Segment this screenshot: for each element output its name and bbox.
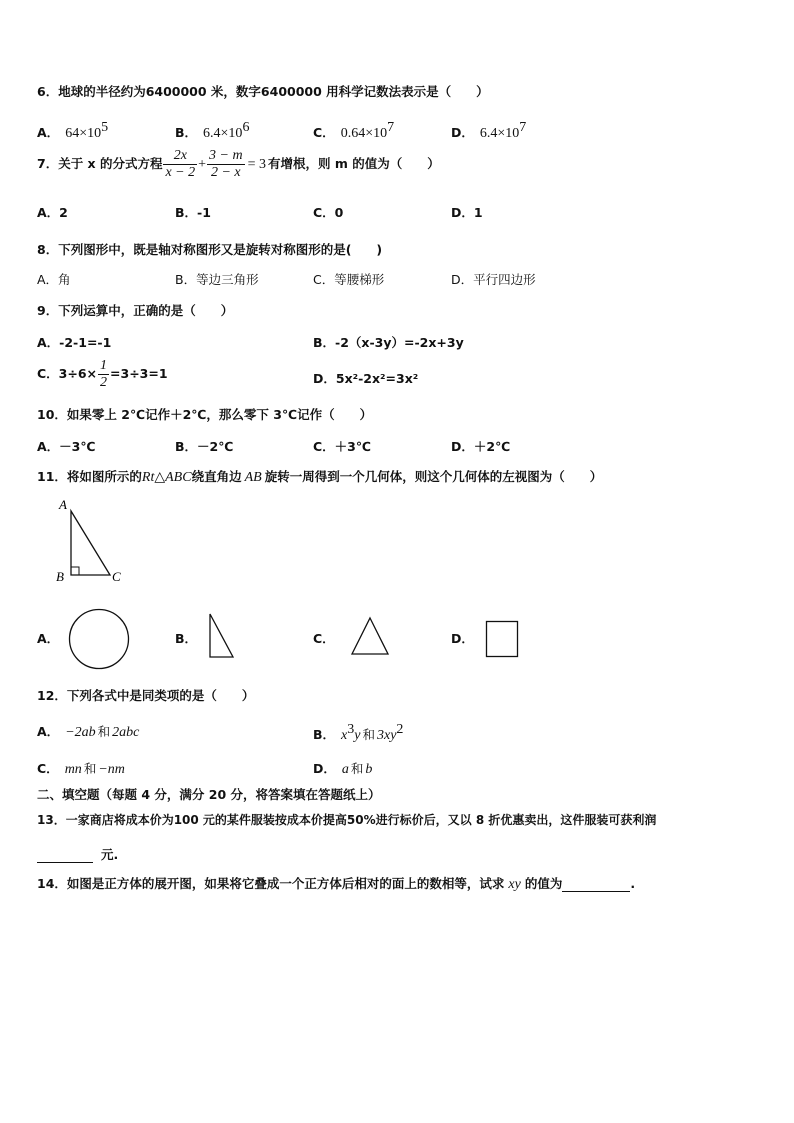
- q11-suffix: 旋转一周得到一个几何体，则这个几何体的左视图为（ ）: [264, 469, 603, 484]
- q7-option-c[interactable]: C．0: [313, 205, 344, 220]
- q7-option-a[interactable]: A．2: [37, 205, 68, 220]
- q8-option-a[interactable]: A．角: [37, 272, 71, 287]
- q11-triangle-name: Rt△ABC: [141, 470, 192, 485]
- option-label: A．: [37, 724, 60, 739]
- q12-option-a[interactable]: [37, 722, 139, 741]
- question-9-stem: 9．下列运算中，正确的是（ ）: [37, 303, 234, 318]
- q11-option-d[interactable]: D．: [451, 631, 474, 646]
- q6-option-a[interactable]: [37, 120, 108, 142]
- q10-option-c[interactable]: C．＋3℃: [313, 439, 372, 454]
- question-6-stem: 6．地球的半径约为6400000 米，数字6400000 用科学记数法表示是（ ）: [37, 84, 489, 99]
- q8-option-c[interactable]: C．等腰梯形: [313, 272, 385, 287]
- section-2-heading: 二、填空题（每题 4 分，满分 20 分，将答案填在答题纸上）: [37, 787, 381, 802]
- q10-option-b[interactable]: B．－2℃: [175, 439, 234, 454]
- q7-suffix: 有增根，则 m 的值为（ ）: [268, 156, 440, 171]
- and-word: 和: [362, 727, 375, 742]
- option-label: D．: [313, 761, 336, 776]
- question-10-stem: 10．如果零上 2℃记作＋2℃，那么零下 3℃记作（ ）: [37, 407, 373, 422]
- option-label: B．: [175, 125, 198, 140]
- option-value: 0.64×10: [340, 126, 388, 141]
- q13-unit: 元.: [101, 847, 119, 862]
- q9-option-a[interactable]: A．-2-1=-1: [37, 335, 112, 350]
- q14-end: .: [630, 876, 636, 891]
- q14-prefix: 14．如图是正方体的展开图，如果将它叠成一个正方体后相对的面上的数相等，试求: [37, 876, 505, 891]
- q9-option-c[interactable]: [37, 358, 168, 391]
- q9-c-prefix: C．3÷6×: [37, 366, 98, 381]
- option-value: 64×10: [65, 126, 102, 141]
- q8-option-b[interactable]: B．等边三角形: [175, 272, 259, 287]
- right-triangle-figure: [55, 497, 135, 587]
- option-label: C．: [37, 761, 59, 776]
- rectangle-shape: [485, 620, 521, 660]
- q7-fraction-2: $\frac{3 - m}{2 - x}$: [209, 148, 243, 180]
- q11-mid: 绕直角边: [191, 469, 242, 484]
- term-1-exponent: 3: [347, 722, 355, 737]
- q11-option-c[interactable]: C．: [313, 631, 335, 646]
- option-exponent: 7: [387, 120, 395, 135]
- option-label: B．: [313, 727, 336, 742]
- q7-plus: +: [198, 157, 207, 172]
- vertex-label-b: B: [56, 569, 64, 584]
- term-2: 3xy: [376, 728, 397, 743]
- option-exponent: 6: [242, 120, 250, 135]
- option-value: 6.4×10: [203, 126, 243, 141]
- q12-option-b[interactable]: [313, 722, 403, 744]
- term-2: 2abc: [112, 725, 140, 740]
- term-1-y: y: [354, 728, 361, 743]
- option-label: C．: [313, 125, 335, 140]
- question-12-stem: 12．下列各式中是同类项的是（ ）: [37, 688, 255, 703]
- q6-option-b[interactable]: [175, 120, 249, 142]
- term-2-exponent: 2: [396, 722, 404, 737]
- circle-shape: [68, 608, 132, 670]
- question-7-stem: [37, 148, 440, 181]
- q12-option-c[interactable]: [37, 759, 125, 778]
- option-exponent: 7: [519, 120, 527, 135]
- q7-option-d[interactable]: D．1: [451, 205, 483, 220]
- vertex-label-a: A: [59, 497, 67, 512]
- option-label: D．: [451, 125, 474, 140]
- q7-fraction-1: $\frac{2x}{x - 2}$: [165, 148, 196, 180]
- q7-prefix: 7．关于 x 的分式方程: [37, 156, 163, 171]
- q7-equals: = 3: [247, 157, 267, 172]
- right-triangle-shape: [205, 612, 237, 660]
- answer-blank[interactable]: [562, 876, 630, 892]
- and-word: 和: [350, 761, 364, 776]
- option-exponent: 5: [101, 120, 109, 135]
- q9-c-suffix: =3÷3=1: [110, 366, 168, 381]
- question-13-stem: 13．一家商店将成本价为100 元的某件服装按成本价提高50%进行标价后，又以 8 折优惠卖出，这件服装可获利润: [37, 813, 657, 827]
- q9-option-b[interactable]: B．-2（x-3y）=-2x+3y: [313, 335, 464, 350]
- q11-option-a[interactable]: A．: [37, 631, 60, 646]
- term-1-x: x: [341, 728, 348, 743]
- q14-variable: xy: [508, 877, 521, 892]
- answer-blank[interactable]: [37, 847, 93, 863]
- q8-option-d[interactable]: D．平行四边形: [451, 272, 536, 287]
- term-1: −2ab: [65, 725, 96, 740]
- term-2: b: [365, 762, 373, 777]
- q11-option-b[interactable]: B．: [175, 631, 198, 646]
- q10-option-a[interactable]: A．－3℃: [37, 439, 96, 454]
- and-word: 和: [97, 724, 111, 739]
- q7-option-b[interactable]: B．-1: [175, 205, 211, 220]
- q14-suffix: 的值为: [524, 876, 563, 891]
- vertex-label-c: C: [112, 569, 121, 584]
- q11-edge: AB: [244, 470, 262, 485]
- q9-c-fraction: $\frac{1}{2}$: [100, 358, 108, 390]
- q9-option-d[interactable]: D．5x²-2x²=3x²: [313, 371, 419, 386]
- q10-option-d[interactable]: D．＋2℃: [451, 439, 511, 454]
- q6-option-c[interactable]: [313, 120, 394, 142]
- isosceles-triangle-shape: [350, 615, 392, 657]
- question-14-stem: [37, 874, 635, 893]
- question-13-answer-line: [37, 845, 118, 863]
- question-8-stem: 8．下列图形中，既是轴对称图形又是旋转对称图形的是( ): [37, 242, 383, 257]
- q12-option-d[interactable]: [313, 759, 372, 778]
- and-word: 和: [83, 761, 97, 776]
- q6-option-d[interactable]: [451, 120, 526, 142]
- term-2: −nm: [98, 762, 125, 777]
- term-1: mn: [64, 762, 82, 777]
- q11-prefix: 11．将如图所示的: [37, 469, 142, 484]
- option-label: A．: [37, 125, 60, 140]
- term-1: a: [341, 762, 349, 777]
- option-value: 6.4×10: [479, 126, 520, 141]
- question-11-stem: [37, 467, 602, 486]
